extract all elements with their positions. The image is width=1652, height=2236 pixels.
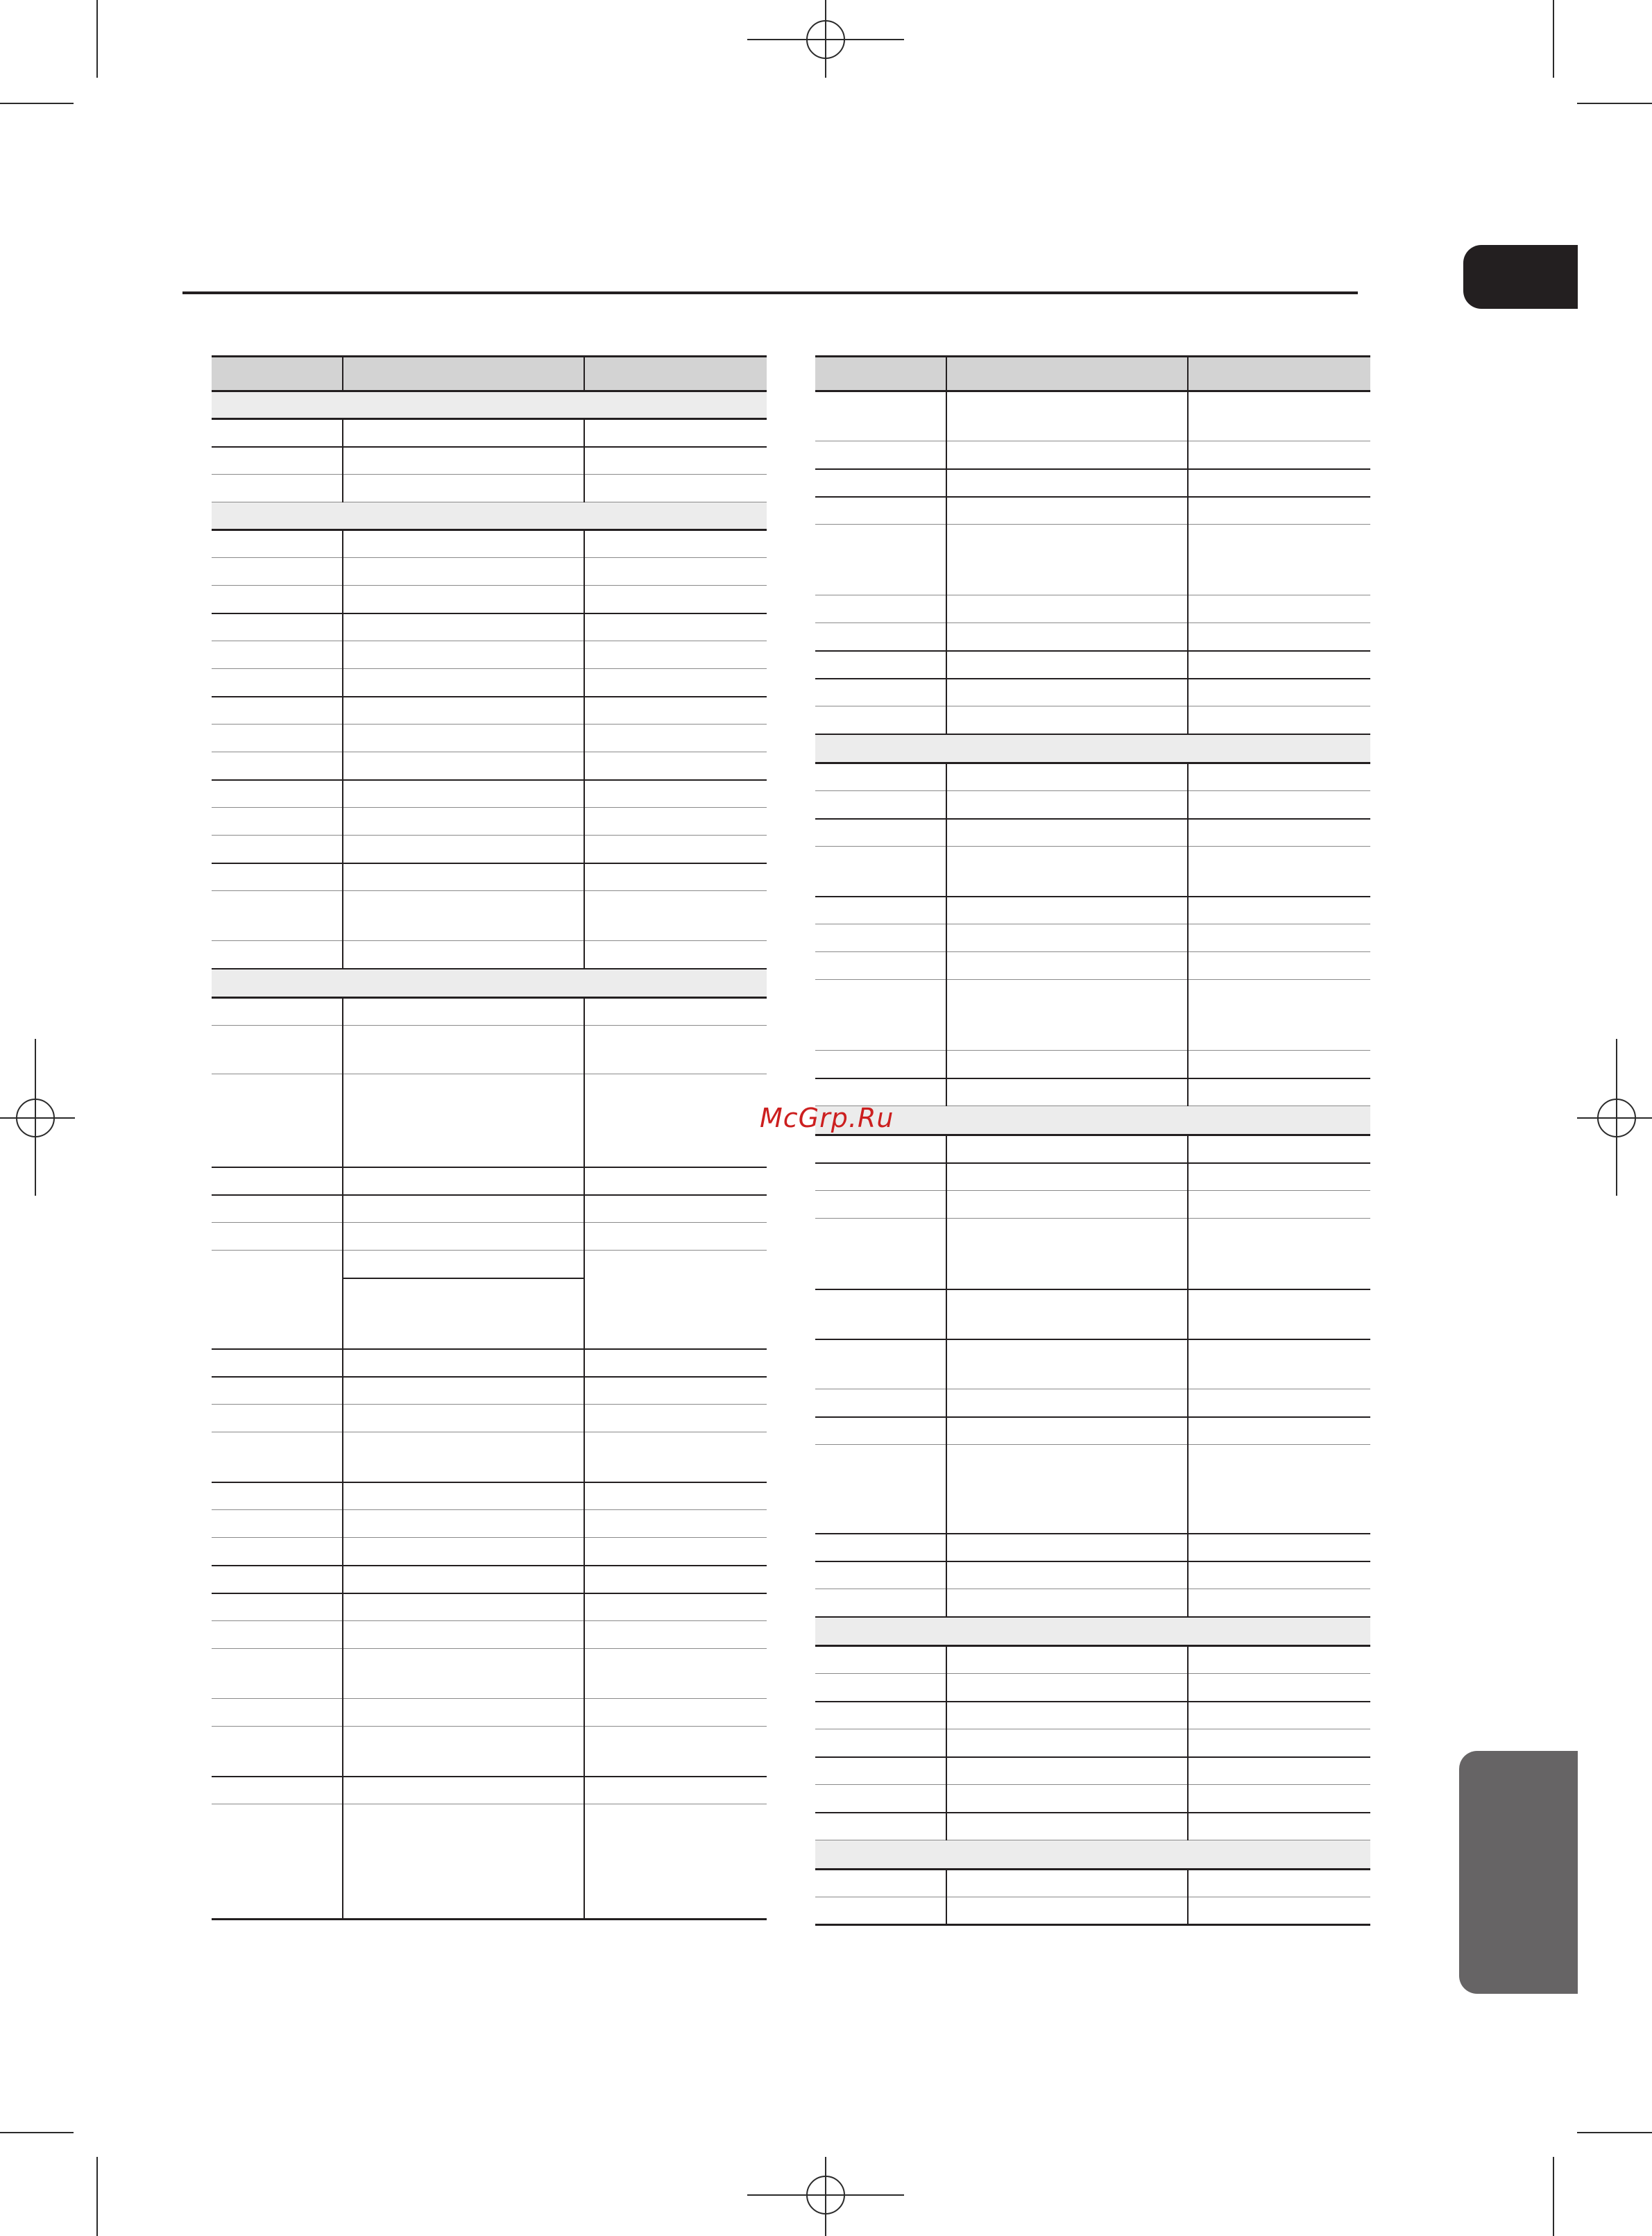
table-cell <box>212 1026 343 1074</box>
table-cell <box>584 1432 767 1482</box>
table-cell <box>946 706 1188 734</box>
table-cell <box>1188 469 1370 497</box>
table-cell <box>946 1785 1188 1813</box>
table-cell <box>584 725 767 752</box>
table-cell <box>584 669 767 697</box>
table-cell <box>343 863 584 891</box>
table-cell <box>1188 1589 1370 1617</box>
table-cell <box>343 1223 584 1251</box>
table-cell <box>584 475 767 502</box>
table-cell <box>584 1223 767 1251</box>
table-header-cell <box>815 357 946 391</box>
table-cell <box>946 1674 1188 1702</box>
table-cell <box>815 1785 946 1813</box>
table-cell <box>815 819 946 847</box>
table-cell <box>815 1078 946 1106</box>
table-cell <box>212 752 343 780</box>
table-cell <box>584 836 767 863</box>
table-cell <box>343 836 584 863</box>
table-cell <box>212 1510 343 1538</box>
table-cell <box>1188 1339 1370 1389</box>
table-cell <box>343 475 584 502</box>
table-cell <box>1188 1289 1370 1339</box>
section-row <box>815 1840 1370 1870</box>
table-cell <box>343 941 584 969</box>
table-cell <box>343 808 584 836</box>
table-cell <box>946 1163 1188 1191</box>
table-cell <box>343 998 584 1026</box>
table-cell <box>212 1349 343 1377</box>
table-cell <box>343 1074 584 1167</box>
table-cell <box>1188 595 1370 623</box>
table-cell <box>212 891 343 941</box>
table-cell <box>343 1777 584 1804</box>
table-cell <box>946 391 1188 441</box>
table-cell <box>1188 1897 1370 1925</box>
table-cell <box>343 1593 584 1621</box>
table-cell <box>584 558 767 586</box>
table-cell <box>584 613 767 641</box>
table-cell <box>212 1727 343 1777</box>
table-cell <box>946 1646 1188 1674</box>
table-cell <box>815 525 946 595</box>
table-cell <box>212 1699 343 1727</box>
table-cell <box>212 808 343 836</box>
table-cell <box>212 1251 343 1349</box>
table-cell <box>212 558 343 586</box>
table-cell <box>212 1167 343 1195</box>
table-cell <box>815 497 946 525</box>
table-cell <box>343 697 584 725</box>
table-cell <box>343 1405 584 1432</box>
table-cell <box>584 1804 767 1920</box>
table-cell <box>212 1566 343 1593</box>
table-cell <box>584 1377 767 1405</box>
table-cell <box>212 1074 343 1167</box>
table-cell <box>946 819 1188 847</box>
table-cell <box>946 763 1188 791</box>
table-cell <box>212 1223 343 1251</box>
table-cell <box>1188 1757 1370 1785</box>
table-cell <box>815 1135 946 1163</box>
table-cell <box>946 595 1188 623</box>
table-cell <box>1188 1163 1370 1191</box>
table-cell <box>584 1566 767 1593</box>
table-cell <box>343 613 584 641</box>
crop-mark-top-left-h <box>0 103 74 104</box>
table-cell <box>584 1593 767 1621</box>
table-cell <box>584 891 767 941</box>
table-cell <box>212 941 343 969</box>
table-cell <box>1188 1870 1370 1897</box>
table-cell <box>815 1191 946 1219</box>
table-cell <box>343 1510 584 1538</box>
table-cell <box>584 752 767 780</box>
table-cell <box>946 1389 1188 1417</box>
table-cell <box>584 530 767 558</box>
table-cell <box>212 780 343 808</box>
table-cell <box>212 1377 343 1405</box>
table-cell <box>815 441 946 469</box>
table-cell <box>584 998 767 1026</box>
table-cell <box>343 641 584 669</box>
table-cell <box>1188 1417 1370 1445</box>
table-cell <box>343 1699 584 1727</box>
section-side-tab <box>1459 1751 1578 1994</box>
table-cell <box>343 1649 584 1699</box>
crop-mark-top-right-v <box>1553 0 1554 78</box>
section-row <box>212 391 767 419</box>
table-cell <box>1188 391 1370 441</box>
table-cell <box>1188 623 1370 651</box>
table-cell <box>584 1167 767 1195</box>
table-cell <box>212 586 343 613</box>
table-cell <box>584 1026 767 1074</box>
table-cell <box>815 1445 946 1534</box>
table-header-cell <box>1188 357 1370 391</box>
table-cell <box>1188 1135 1370 1163</box>
table-cell <box>584 1699 767 1727</box>
table-cell <box>1188 1078 1370 1106</box>
chapter-tab <box>1463 245 1578 309</box>
table-cell <box>946 1729 1188 1757</box>
table-cell <box>343 1251 584 1278</box>
table-cell <box>584 780 767 808</box>
table-cell <box>815 469 946 497</box>
table-cell <box>343 1804 584 1920</box>
table-cell <box>946 1339 1188 1389</box>
table-cell <box>584 1251 767 1349</box>
table-cell <box>815 1729 946 1757</box>
table-cell <box>946 1417 1188 1445</box>
table-cell <box>815 1674 946 1702</box>
left-table <box>212 355 767 1920</box>
table-cell <box>212 475 343 502</box>
table-cell <box>343 419 584 447</box>
table-cell <box>1188 706 1370 734</box>
table-cell <box>343 1621 584 1649</box>
table-cell <box>946 469 1188 497</box>
table-cell <box>815 1534 946 1561</box>
table-cell <box>212 863 343 891</box>
table-cell <box>1188 1191 1370 1219</box>
table-cell <box>815 1813 946 1840</box>
table-cell <box>946 441 1188 469</box>
table-cell <box>815 1757 946 1785</box>
table-cell <box>815 1051 946 1078</box>
table-cell <box>946 952 1188 980</box>
table-cell <box>815 1339 946 1389</box>
table-cell <box>343 1195 584 1223</box>
table-cell <box>212 725 343 752</box>
table-cell <box>212 836 343 863</box>
table-cell <box>946 497 1188 525</box>
table-cell <box>584 1510 767 1538</box>
watermark: McGrp.Ru <box>760 1103 894 1133</box>
table-cell <box>815 595 946 623</box>
table-cell <box>584 1405 767 1432</box>
table-cell <box>815 1561 946 1589</box>
table-cell <box>212 1405 343 1432</box>
table-cell <box>946 1561 1188 1589</box>
table-cell <box>1188 980 1370 1051</box>
table-cell <box>946 1135 1188 1163</box>
table-cell <box>946 679 1188 706</box>
table-cell <box>815 623 946 651</box>
table-cell <box>815 1219 946 1289</box>
table-cell <box>1188 924 1370 952</box>
table-cell <box>343 1278 584 1349</box>
table-cell <box>584 808 767 836</box>
section-row <box>212 502 767 530</box>
table-cell <box>946 1191 1188 1219</box>
table-cell <box>212 669 343 697</box>
table-cell <box>1188 1561 1370 1589</box>
table-cell <box>343 1482 584 1510</box>
table-cell <box>584 697 767 725</box>
table-cell <box>584 1349 767 1377</box>
section-row <box>212 969 767 998</box>
table-cell <box>1188 952 1370 980</box>
table-cell <box>946 1757 1188 1785</box>
table-cell <box>815 1417 946 1445</box>
table-cell <box>946 1289 1188 1339</box>
table-cell <box>343 669 584 697</box>
table-cell <box>946 897 1188 924</box>
table-cell <box>1188 1389 1370 1417</box>
table-cell <box>212 1432 343 1482</box>
table-header-cell <box>946 357 1188 391</box>
table-cell <box>584 419 767 447</box>
table-cell <box>946 1078 1188 1106</box>
table-cell <box>1188 1051 1370 1078</box>
table-cell <box>212 1482 343 1510</box>
table-cell <box>946 924 1188 952</box>
table-cell <box>815 1702 946 1729</box>
table-cell <box>815 1897 946 1925</box>
table-cell <box>1188 791 1370 819</box>
table-cell <box>1188 441 1370 469</box>
table-cell <box>1188 525 1370 595</box>
table-cell <box>343 1026 584 1074</box>
table-cell <box>946 1534 1188 1561</box>
section-row <box>815 734 1370 763</box>
table-cell <box>815 924 946 952</box>
table-cell <box>815 1389 946 1417</box>
table-cell <box>946 1897 1188 1925</box>
crop-mark-bottom-right-v <box>1553 2157 1554 2236</box>
table-cell <box>584 1649 767 1699</box>
table-cell <box>212 419 343 447</box>
table-header-cell <box>212 357 343 391</box>
crop-mark-top-left-v <box>96 0 98 78</box>
table-cell <box>946 1813 1188 1840</box>
table-cell <box>343 1432 584 1482</box>
table-cell <box>212 1804 343 1920</box>
table-cell <box>212 1538 343 1566</box>
table-cell <box>584 1538 767 1566</box>
table-cell <box>212 1649 343 1699</box>
table-cell <box>1188 1785 1370 1813</box>
table-cell <box>815 791 946 819</box>
table-cell <box>212 1195 343 1223</box>
table-cell <box>946 847 1188 897</box>
table-cell <box>946 1870 1188 1897</box>
table-cell <box>343 586 584 613</box>
table-cell <box>584 1777 767 1804</box>
section-row <box>815 1106 1370 1135</box>
table-cell <box>946 1589 1188 1617</box>
table-cell <box>946 525 1188 595</box>
table-cell <box>212 447 343 475</box>
table-cell <box>212 998 343 1026</box>
table-cell <box>343 1566 584 1593</box>
table-cell <box>1188 1702 1370 1729</box>
crop-mark-bottom-left-h <box>0 2132 74 2133</box>
table-cell <box>343 1538 584 1566</box>
table-cell <box>815 763 946 791</box>
crop-mark-top-right-h <box>1577 103 1652 104</box>
table-cell <box>1188 1534 1370 1561</box>
crop-mark-bottom-left-v <box>96 2157 98 2236</box>
table-cell <box>584 1727 767 1777</box>
table-cell <box>815 1646 946 1674</box>
table-cell <box>343 1377 584 1405</box>
table-cell <box>815 897 946 924</box>
table-cell <box>946 651 1188 679</box>
table-cell <box>212 1777 343 1804</box>
table-cell <box>212 1593 343 1621</box>
table-cell <box>946 1702 1188 1729</box>
table-cell <box>815 1163 946 1191</box>
table-cell <box>815 706 946 734</box>
table-cell <box>815 1870 946 1897</box>
table-cell <box>584 1621 767 1649</box>
table-cell <box>343 891 584 941</box>
table-cell <box>584 1482 767 1510</box>
crop-mark-bottom-right-h <box>1577 2132 1652 2133</box>
table-cell <box>1188 897 1370 924</box>
table-cell <box>946 1051 1188 1078</box>
table-cell <box>343 780 584 808</box>
table-cell <box>946 623 1188 651</box>
table-cell <box>1188 847 1370 897</box>
table-cell <box>343 1727 584 1777</box>
table-cell <box>815 847 946 897</box>
table-cell <box>343 1167 584 1195</box>
table-header-cell <box>584 357 767 391</box>
table-cell <box>1188 1674 1370 1702</box>
table-cell <box>343 752 584 780</box>
table-cell <box>343 530 584 558</box>
table-cell <box>946 791 1188 819</box>
table-cell <box>1188 819 1370 847</box>
table-cell <box>584 586 767 613</box>
table-cell <box>212 530 343 558</box>
right-table <box>815 355 1370 1926</box>
table-cell <box>584 641 767 669</box>
table-cell <box>1188 497 1370 525</box>
table-cell <box>815 1289 946 1339</box>
table-cell <box>815 1589 946 1617</box>
table-cell <box>584 863 767 891</box>
table-cell <box>584 1195 767 1223</box>
table-cell <box>212 613 343 641</box>
table-cell <box>946 1219 1188 1289</box>
table-cell <box>815 952 946 980</box>
section-row <box>815 1617 1370 1646</box>
table-cell <box>212 697 343 725</box>
table-cell <box>584 447 767 475</box>
table-cell <box>1188 1445 1370 1534</box>
table-cell <box>1188 1646 1370 1674</box>
table-cell <box>343 1349 584 1377</box>
table-cell <box>1188 763 1370 791</box>
table-cell <box>343 725 584 752</box>
table-cell <box>343 447 584 475</box>
table-cell <box>584 941 767 969</box>
table-header-cell <box>343 357 584 391</box>
table-cell <box>1188 1219 1370 1289</box>
table-cell <box>946 980 1188 1051</box>
table-cell <box>1188 651 1370 679</box>
table-cell <box>815 391 946 441</box>
header-rule <box>182 291 1358 294</box>
table-cell <box>212 1621 343 1649</box>
table-cell <box>343 558 584 586</box>
table-cell <box>1188 679 1370 706</box>
table-cell <box>1188 1729 1370 1757</box>
table-cell <box>815 651 946 679</box>
table-cell <box>1188 1813 1370 1840</box>
table-cell <box>584 1074 767 1167</box>
table-cell <box>815 980 946 1051</box>
table-cell <box>946 1445 1188 1534</box>
table-cell <box>815 679 946 706</box>
table-cell <box>212 641 343 669</box>
